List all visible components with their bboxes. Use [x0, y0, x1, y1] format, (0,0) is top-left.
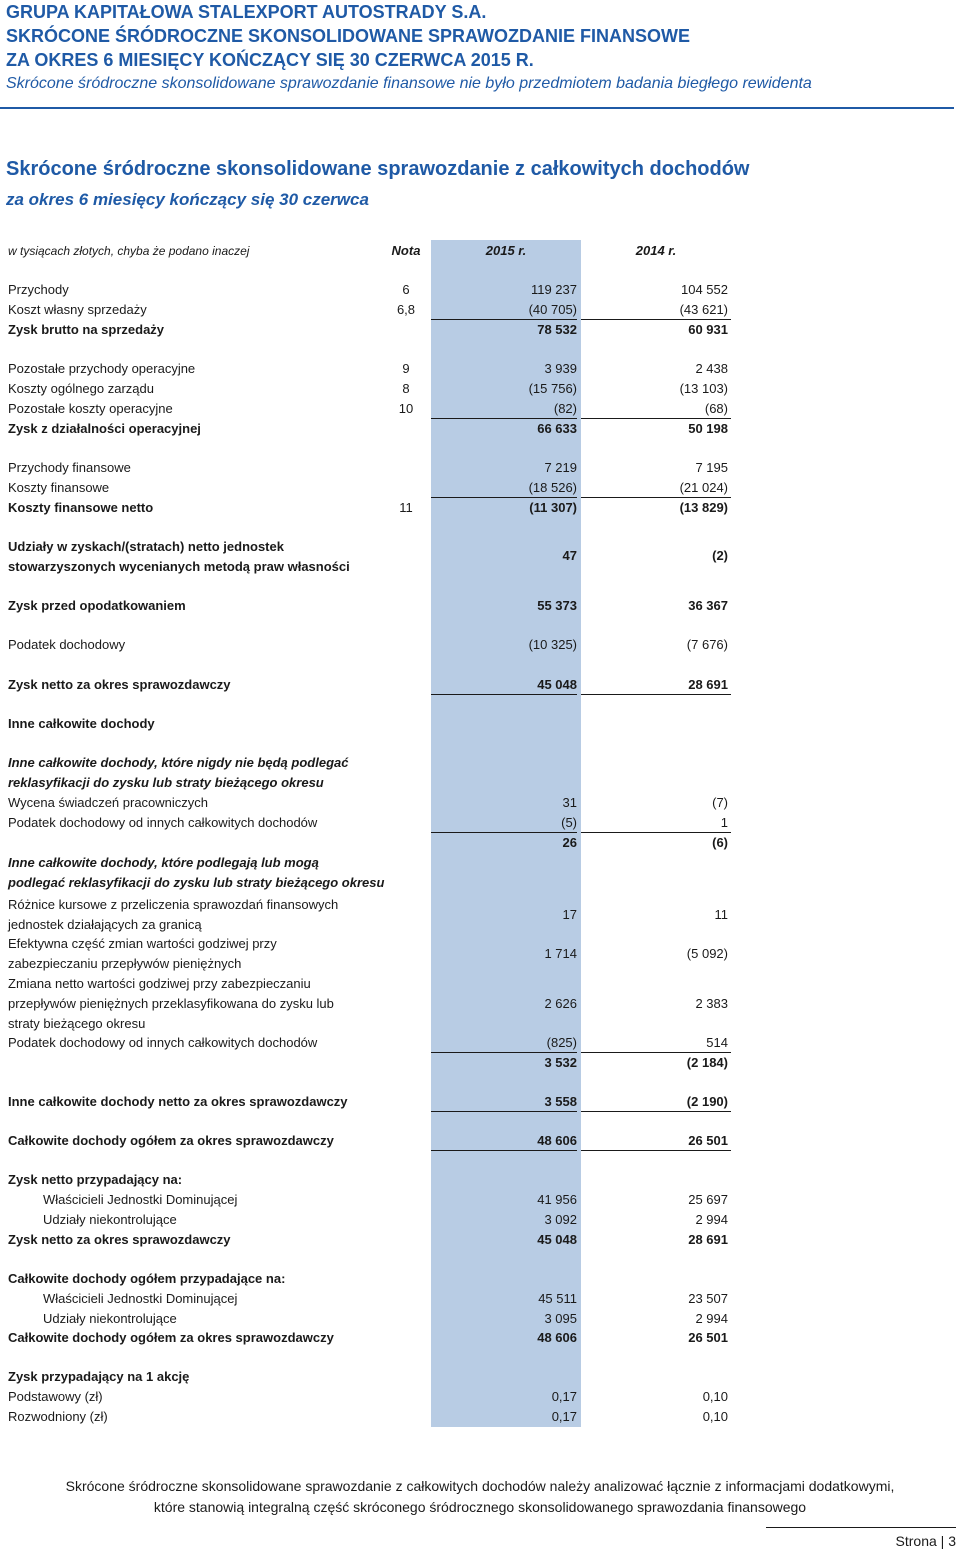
row-label: Inne całkowite dochody, które podlegają lub mogą	[8, 855, 319, 870]
table-row	[0, 974, 960, 1034]
row-label: Podatek dochodowy od innych całkowitych dochodów	[8, 815, 318, 830]
value-2015: 3 558	[544, 1094, 577, 1109]
value-2015: 78 532	[537, 322, 577, 337]
value-2014: 0,10	[702, 1389, 728, 1404]
value-2015: 3 095	[544, 1311, 577, 1326]
value-2015: 119 237	[530, 282, 577, 297]
total-rule	[581, 1111, 731, 1112]
row-note: 10	[398, 401, 414, 416]
total-rule	[431, 694, 577, 695]
value-2014: 2 994	[695, 1311, 728, 1326]
row-note: 9	[402, 361, 410, 376]
value-2014: (43 621)	[679, 302, 728, 317]
row-label: Podstawowy (zł)	[8, 1389, 103, 1404]
row-label: Podatek dochodowy	[8, 637, 126, 652]
value-2015: (10 325)	[528, 637, 577, 652]
value-2015: 7 219	[544, 460, 577, 475]
row-label: Pozostałe przychody operacyjne	[8, 361, 196, 376]
row-label: Rozwodniony (zł)	[8, 1409, 108, 1424]
value-2015: 66 633	[537, 421, 577, 436]
row-label: Koszty ogólnego zarządu	[8, 381, 154, 396]
value-2014: (2)	[712, 548, 728, 563]
row-label-cont: zabezpieczaniu przepływów pieniężnych	[8, 956, 242, 971]
table-row	[0, 934, 960, 974]
value-2015: 55 373	[537, 598, 577, 613]
row-note: 11	[399, 500, 413, 515]
footer-line: które stanowią integralną część skróconego śródrocznego skonsolidowanego sprawozdania finansowego	[153, 1499, 807, 1515]
value-2014: 26 501	[688, 1330, 728, 1345]
table-row	[0, 537, 960, 577]
value-2014: 60 931	[688, 322, 728, 337]
total-rule	[581, 1150, 731, 1151]
value-2015: (40 705)	[528, 302, 577, 317]
row-label: Inne całkowite dochody, które nigdy nie będą podlegać	[8, 755, 349, 770]
row-label: Udziały w zyskach/(stratach) netto jednostek	[8, 539, 284, 554]
total-rule	[431, 1150, 577, 1151]
report-title: SKRÓCONE ŚRÓDROCZNE SKONSOLIDOWANE SPRAWOZDANIE FINANSOWE	[6, 26, 691, 46]
row-label: Koszty finansowe netto	[8, 500, 154, 515]
total-rule	[431, 1111, 577, 1112]
company-name: GRUPA KAPITAŁOWA STALEXPORT AUTOSTRADY S.A.	[6, 2, 487, 22]
note-column-header: Nota	[391, 243, 421, 258]
statement-title: Skrócone śródroczne skonsolidowane sprawozdanie z całkowitych dochodów	[6, 158, 750, 180]
row-label-cont: straty bieżącego okresu	[8, 1016, 146, 1031]
value-2014: 25 697	[688, 1192, 728, 1207]
row-label: Pozostałe koszty operacyjne	[8, 401, 173, 416]
statement-subtitle: za okres 6 miesięcy kończący się 30 czerwca	[6, 190, 369, 209]
row-label: Przychody	[8, 282, 69, 297]
value-2014: (21 024)	[679, 480, 728, 495]
value-2015: 0,17	[551, 1389, 577, 1404]
value-2015: 26	[562, 835, 577, 850]
value-2014: (2 190)	[686, 1094, 728, 1109]
row-label: Koszt własny sprzedaży	[8, 302, 147, 317]
value-2015: 45 048	[537, 677, 577, 692]
row-note: 6	[402, 282, 410, 297]
value-2014: 2 994	[695, 1212, 728, 1227]
value-2014: (7)	[712, 795, 728, 810]
value-2014: 0,10	[702, 1409, 728, 1424]
row-label: Efektywna część zmian wartości godziwej przy	[8, 936, 277, 951]
section-heading	[0, 753, 960, 793]
row-label: Całkowite dochody ogółem za okres sprawozdawczy	[8, 1133, 334, 1148]
row-label: Zysk netto za okres sprawozdawczy	[8, 1232, 231, 1247]
row-label: Udziały niekontrolujące	[43, 1212, 177, 1227]
row-label-cont: jednostek działających za granicą	[8, 917, 202, 932]
value-2015: 1 714	[544, 946, 577, 961]
value-2015: 3 532	[544, 1055, 577, 1070]
row-note: 8	[402, 381, 410, 396]
row-label: Całkowite dochody ogółem przypadające na:	[8, 1271, 286, 1286]
value-2015: (11 307)	[529, 500, 577, 515]
report-period: ZA OKRES 6 MIESIĘCY KOŃCZĄCY SIĘ 30 CZERWCA 2015 R.	[6, 50, 534, 70]
row-label: Zmiana netto wartości godziwej przy zabezpieczaniu	[8, 976, 311, 991]
row-label-cont: reklasyfikacji do zysku lub straty bieżącego okresu	[8, 775, 324, 790]
value-2015: 0,17	[551, 1409, 577, 1424]
unit-label: w tysiącach złotych, chyba że podano inaczej	[8, 244, 250, 258]
value-2014: (68)	[704, 401, 728, 416]
table-row	[0, 895, 960, 935]
value-2015: (18 526)	[528, 480, 577, 495]
row-label: Zysk przypadający na 1 akcję	[8, 1369, 190, 1384]
value-2014: 26 501	[688, 1133, 728, 1148]
value-2015: 48 606	[537, 1330, 577, 1345]
value-2014: (6)	[712, 835, 728, 850]
value-2014: 1	[720, 815, 728, 830]
footer-line: Skrócone śródroczne skonsolidowane sprawozdanie z całkowitych dochodów należy analizować łącznie z informacjami dodatkowymi,	[65, 1478, 895, 1494]
row-label: Inne całkowite dochody netto za okres sprawozdawczy	[8, 1094, 348, 1109]
value-2015: 45 048	[537, 1232, 577, 1247]
value-2015: 45 511	[538, 1291, 577, 1306]
value-2014: 23 507	[688, 1291, 728, 1306]
value-2014: 7 195	[695, 460, 728, 475]
value-2015: (82)	[553, 401, 577, 416]
value-2014: 2 383	[695, 996, 728, 1011]
value-2015: 17	[562, 907, 577, 922]
row-label: Koszty finansowe	[8, 480, 110, 495]
row-label: Zysk brutto na sprzedaży	[8, 322, 165, 337]
value-2014: 104 552	[681, 282, 728, 297]
value-2014: 2 438	[695, 361, 728, 376]
row-label-cont: podlegać reklasyfikacji do zysku lub straty bieżącego okresu	[8, 875, 385, 890]
value-2014: 50 198	[688, 421, 728, 436]
value-2014: (13 103)	[679, 381, 728, 396]
value-2014: (2 184)	[686, 1055, 728, 1070]
page-number: Strona | 3	[766, 1527, 956, 1554]
row-label: Zysk z działalności operacyjnej	[8, 421, 201, 436]
value-2015: 3 092	[544, 1212, 577, 1227]
value-2014: 514	[706, 1035, 728, 1050]
row-label: Właścicieli Jednostki Dominującej	[43, 1192, 238, 1207]
value-2014: (13 829)	[679, 500, 728, 515]
value-2015: (5)	[561, 815, 577, 830]
row-label: Inne całkowite dochody	[8, 716, 155, 731]
value-2015: 3 939	[544, 361, 577, 376]
row-label: Przychody finansowe	[8, 460, 131, 475]
value-2014: 36 367	[688, 598, 728, 613]
value-2015: 47	[562, 548, 577, 563]
header-divider	[0, 107, 954, 109]
section-heading	[0, 853, 960, 893]
row-label-cont: stowarzyszonych wycenianych metodą praw własności	[8, 559, 350, 574]
value-2014: 28 691	[688, 677, 728, 692]
row-label: Całkowite dochody ogółem za okres sprawozdawczy	[8, 1330, 334, 1345]
total-rule	[581, 694, 731, 695]
value-2014: (7 676)	[686, 637, 728, 652]
value-2014: 28 691	[688, 1232, 728, 1247]
row-label: Zysk netto przypadający na:	[8, 1172, 183, 1187]
value-2014: 11	[714, 907, 728, 922]
footer-note	[0, 1476, 960, 1518]
row-label-cont: przepływów pieniężnych przeklasyfikowana do zysku lub	[8, 996, 334, 1011]
audit-note: Skrócone śródroczne skonsolidowane sprawozdanie finansowe nie było przedmiotem badania biegłego rewidenta	[6, 75, 812, 92]
row-label: Wycena świadczeń pracowniczych	[8, 795, 209, 810]
row-label: Właścicieli Jednostki Dominującej	[43, 1291, 238, 1306]
row-label: Zysk przed opodatkowaniem	[8, 598, 186, 613]
row-label: Udziały niekontrolujące	[43, 1311, 177, 1326]
value-2014: (5 092)	[686, 946, 728, 961]
row-label: Podatek dochodowy od innych całkowitych dochodów	[8, 1035, 318, 1050]
value-2015: 2 626	[544, 996, 577, 1011]
value-2015: 48 606	[537, 1133, 577, 1148]
row-note: 6,8	[396, 302, 416, 317]
value-2015: (825)	[546, 1035, 577, 1050]
value-2015: 41 956	[537, 1192, 577, 1207]
year-2014-column-header: 2014 r.	[635, 243, 677, 258]
row-label: Zysk netto za okres sprawozdawczy	[8, 677, 231, 692]
document-header	[6, 0, 812, 96]
value-2015: 31	[562, 795, 577, 810]
row-label: Różnice kursowe z przeliczenia sprawozdań finansowych	[8, 897, 339, 912]
year-2015-column-header: 2015 r.	[485, 243, 527, 258]
value-2015: (15 756)	[528, 381, 577, 396]
